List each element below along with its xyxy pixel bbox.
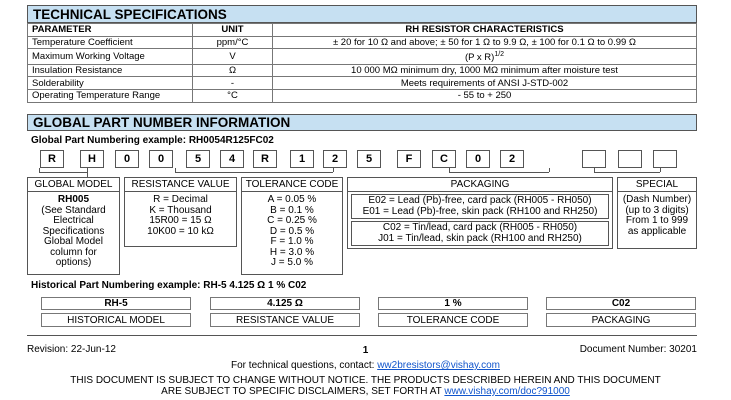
group-body: [618, 192, 696, 237]
param-cell: Operating Temperature Range: [28, 89, 193, 102]
unit-cell: V: [193, 49, 273, 64]
connector: [594, 168, 595, 172]
part-number-box: [618, 150, 642, 168]
value-cell: 10 000 MΩ minimum dry, 1000 MΩ minimum after moisture test: [273, 64, 697, 77]
gpn-title: GLOBAL PART NUMBER INFORMATION: [27, 114, 697, 131]
part-number-box: 1: [290, 150, 314, 168]
revision-date: Revision: 22-Jun-12: [27, 344, 116, 355]
part-number-box: R: [253, 150, 277, 168]
group-line: F = 1.0 %: [270, 236, 314, 247]
page-number: 1: [362, 345, 369, 356]
historical-packaging-label: PACKAGING: [546, 313, 696, 327]
voltage-formula: (P x R): [464, 52, 495, 64]
group-line: C = 0.25 %: [267, 215, 317, 226]
group-line: J01 = Tin/lead, skin pack (RH100 and RH250): [378, 232, 582, 244]
historical-tolerance-label: TOLERANCE CODE: [378, 313, 528, 327]
group-line: H = 3.0 %: [269, 246, 315, 258]
group-line: E01 = Lead (Pb)-free, skin pack (RH100 and RH250): [362, 205, 598, 217]
part-number-box: 0: [149, 150, 173, 168]
group-line: 15R00 = 15 Ω: [149, 215, 212, 226]
param-cell: Solderability: [28, 77, 193, 90]
part-number-box: 5: [357, 150, 381, 168]
group-line: column for: [50, 246, 97, 258]
group-line: (up to 3 digits): [625, 204, 689, 216]
group-body: [242, 192, 342, 269]
document-number: Document Number: 30201: [579, 344, 697, 355]
connector: [449, 172, 549, 173]
tech-spec-table: [27, 23, 697, 103]
table-row: [28, 64, 697, 77]
table-row: [28, 77, 697, 90]
contact-prefix: For technical questions, contact:: [231, 360, 378, 371]
connector: [594, 172, 660, 173]
part-number-box: R: [40, 150, 64, 168]
part-number-box: 0: [115, 150, 139, 168]
group-line: From 1 to 999: [625, 215, 689, 226]
part-number-box: 5: [186, 150, 210, 168]
gpn-example-label: Global Part Numbering example: RH0054R125FC02: [31, 135, 274, 146]
connector: [39, 168, 40, 172]
group-packaging: [347, 177, 613, 249]
group-header: PACKAGING: [348, 178, 612, 192]
group-line: Global Model: [44, 236, 103, 247]
part-number-box: 4: [220, 150, 244, 168]
part-number-box: 0: [466, 150, 490, 168]
connector: [333, 168, 334, 172]
packaging-tin-lead: [351, 221, 609, 246]
group-line: 10K00 = 10 kΩ: [147, 225, 214, 237]
disclaimer-prefix: ARE SUBJECT TO SPECIFIC DISCLAIMERS, SET FORTH AT: [161, 386, 445, 397]
model-code: RH005: [57, 194, 90, 205]
part-number-box: C: [432, 150, 456, 168]
param-cell: Temperature Coefficient: [28, 36, 193, 49]
table-row: [28, 36, 697, 49]
disclaimer-line-1: THIS DOCUMENT IS SUBJECT TO CHANGE WITHOUT NOTICE. THE PRODUCTS DESCRIBED HEREIN AND THIS DOCUMENT: [70, 375, 661, 386]
part-number-box: 2: [500, 150, 524, 168]
unit-cell: Ω: [193, 64, 273, 77]
group-line: R = Decimal: [153, 194, 208, 205]
historical-model-value: RH-5: [41, 297, 191, 310]
table-row: [28, 89, 697, 102]
group-line: A = 0.05 %: [267, 194, 317, 205]
value-cell: - 55 to + 250: [273, 89, 697, 102]
group-header: GLOBAL MODEL: [28, 178, 119, 192]
disclaimer-link[interactable]: www.vishay.com/doc?91000: [444, 386, 570, 397]
group-line: E02 = Lead (Pb)-free, card pack (RH005 - RH050): [368, 195, 592, 206]
contact-email-link[interactable]: ww2bresistors@vishay.com: [377, 360, 500, 371]
packaging-lead-free: [351, 194, 609, 219]
connector: [449, 168, 450, 172]
voltage-exponent: 1/2: [494, 51, 505, 59]
group-line: B = 0.1 %: [270, 204, 314, 216]
unit-cell: ppm/°C: [193, 36, 273, 49]
disclaimer-line-2: [0, 386, 731, 397]
historical-tolerance-value: 1 %: [378, 297, 528, 310]
part-number-box: F: [397, 150, 421, 168]
historical-model-label: HISTORICAL MODEL: [41, 313, 191, 327]
col-header-characteristics: RH RESISTOR CHARACTERISTICS: [273, 24, 697, 37]
connector: [660, 168, 661, 172]
group-line: J = 5.0 %: [271, 257, 313, 268]
group-resistance-value: [124, 177, 237, 247]
connector: [175, 168, 176, 172]
group-line: K = Thousand: [149, 204, 212, 216]
group-body: [28, 192, 119, 269]
tech-spec-title: TECHNICAL SPECIFICATIONS: [27, 5, 697, 23]
col-header-unit: UNIT: [193, 24, 273, 37]
historical-resistance-label: RESISTANCE VALUE: [210, 313, 360, 327]
unit-cell: -: [193, 77, 273, 90]
group-line: Electrical: [53, 215, 94, 226]
group-special: [617, 177, 697, 249]
connector: [549, 168, 550, 172]
contact-line: [0, 360, 731, 371]
group-line: D = 0.5 %: [269, 225, 315, 237]
group-tolerance-code: [241, 177, 343, 275]
group-line: (Dash Number): [622, 194, 692, 205]
connector: [87, 168, 88, 177]
part-number-box: H: [80, 150, 104, 168]
connector: [175, 172, 333, 173]
connector: [39, 172, 87, 173]
group-line: Specifications: [42, 225, 105, 237]
group-header: SPECIAL: [618, 178, 696, 192]
part-number-box: 2: [323, 150, 347, 168]
param-cell: Maximum Working Voltage: [28, 49, 193, 64]
value-cell: ± 20 for 10 Ω and above; ± 50 for 1 Ω to 9.9 Ω, ± 100 for 0.1 Ω to 0.99 Ω: [273, 36, 697, 49]
group-line: C02 = Tin/lead, card pack (RH005 - RH050): [382, 222, 578, 233]
group-body: [125, 192, 236, 237]
group-line: options): [55, 257, 92, 268]
historical-packaging-value: C02: [546, 297, 696, 310]
historical-resistance-value: 4.125 Ω: [210, 297, 360, 310]
group-header: RESISTANCE VALUE: [125, 178, 236, 192]
value-cell: Meets requirements of ANSI J-STD-002: [273, 77, 697, 90]
historical-example-label: Historical Part Numbering example: RH-5 4.125 Ω 1 % C02: [31, 280, 307, 291]
value-cell: [273, 49, 697, 64]
group-header: TOLERANCE CODE: [242, 178, 342, 192]
param-cell: Insulation Resistance: [28, 64, 193, 77]
group-global-model: [27, 177, 120, 275]
part-number-box: [653, 150, 677, 168]
footer-divider: [27, 335, 697, 336]
col-header-parameter: PARAMETER: [28, 24, 193, 37]
group-line: (See Standard: [41, 204, 106, 216]
table-header-row: [28, 24, 697, 37]
table-row: [28, 49, 697, 64]
part-number-box: [582, 150, 606, 168]
group-line: as applicable: [627, 225, 687, 237]
unit-cell: °C: [193, 89, 273, 102]
